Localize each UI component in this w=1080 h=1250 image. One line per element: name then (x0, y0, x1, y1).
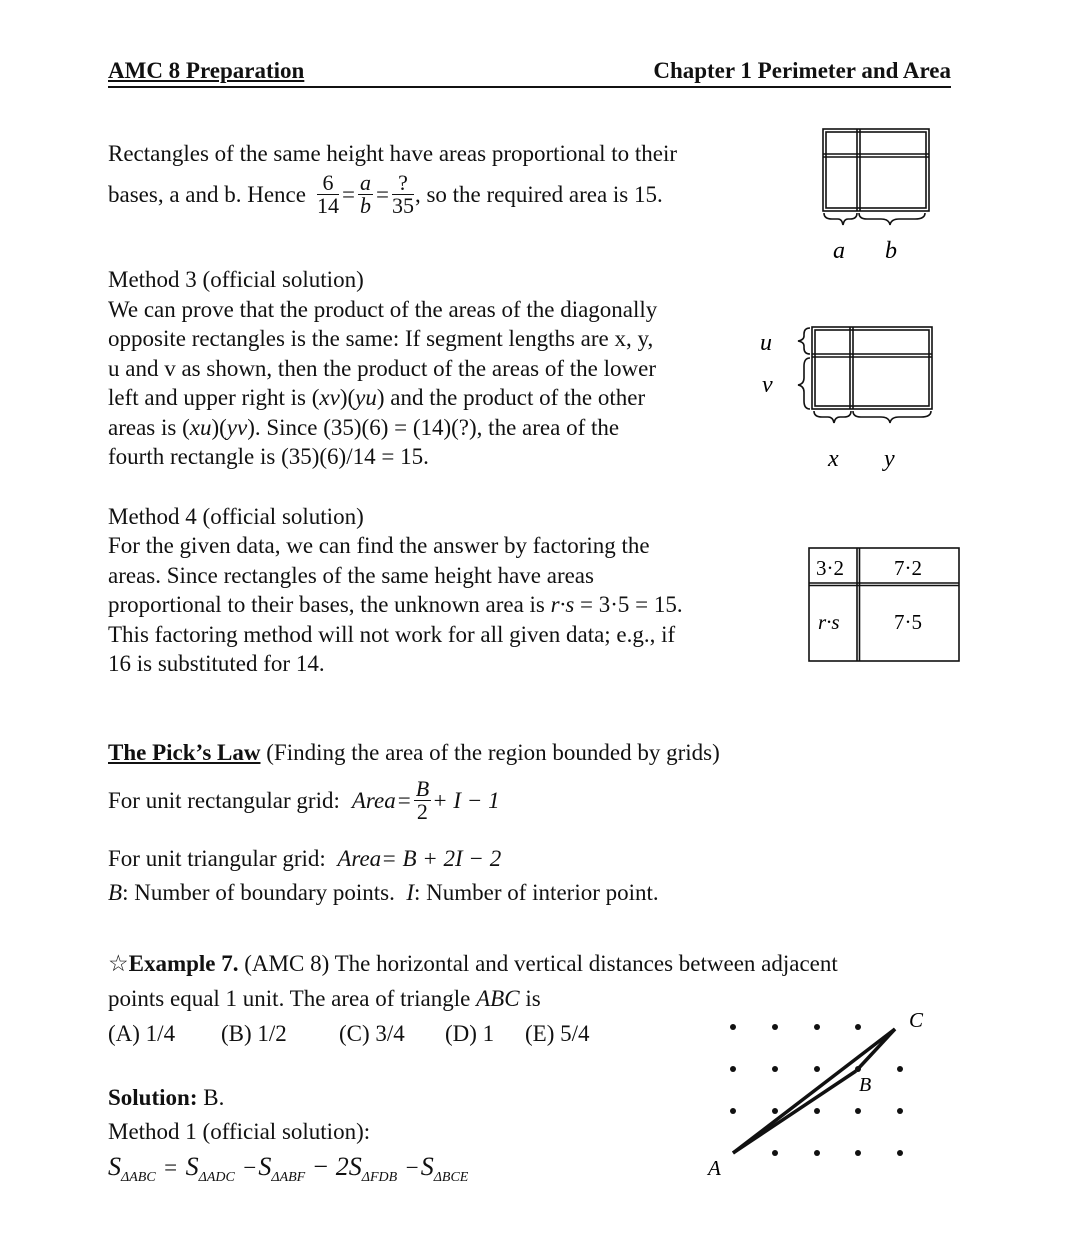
text-run: = 3·5 = 15. (574, 592, 683, 617)
subscript-bce: ΔBCE (433, 1170, 469, 1185)
math-yu: yu (355, 385, 377, 410)
vertex-label-a: A (708, 1156, 721, 1180)
figure-label-a: a (833, 238, 845, 264)
fraction-numerator: a (359, 170, 371, 195)
solution-method1: Method 1 (official solution): (108, 1119, 371, 1144)
equals-sign: = (341, 181, 355, 207)
solution-line (108, 1083, 224, 1113)
header-book-title: AMC 8 Preparation (108, 58, 305, 83)
pick-tri-expression: = B + 2I − 2 (381, 846, 502, 871)
text-run: proportional to their bases, the unknown area is (108, 592, 551, 617)
method4-line2: areas. Since rectangles of the same height have areas (108, 563, 594, 588)
pick-title-rest: (Finding the area of the region bounded by grids) (260, 740, 720, 765)
method4-line1: For the given data, we can find the answer by factoring the (108, 533, 650, 558)
method4-line4: This factoring method will not work for all given data; e.g., if (108, 622, 676, 647)
pick-tri-formula (108, 844, 501, 874)
fraction-numerator: 6 (317, 172, 339, 195)
fraction-denominator: b (359, 193, 371, 218)
fraction-b-over-2 (414, 778, 431, 823)
method3-line5 (108, 413, 619, 443)
pick-rect-tail: + I − 1 (432, 787, 500, 813)
figure-label-b: b (885, 238, 897, 264)
text-run: )( (339, 385, 356, 410)
example7-line1 (108, 949, 838, 979)
math-s: S (185, 1152, 199, 1181)
subscript-abc: ΔABC (121, 1170, 156, 1185)
def-b-text: : Number of boundary points. (122, 880, 395, 905)
table-cell-bottom-left: r·s (818, 610, 840, 634)
equals-sign: = (164, 1155, 178, 1180)
math-area: Area (337, 846, 382, 871)
text-run: points equal 1 unit. The area of triangle (108, 986, 477, 1011)
vertex-label-b: B (859, 1074, 872, 1096)
math-xv: xv (319, 385, 340, 410)
example7-title: Example 7. (128, 951, 239, 976)
fraction-numerator: B (415, 776, 430, 801)
pick-tri-label: For unit triangular grid: (108, 846, 326, 871)
example7-line2 (108, 984, 541, 1014)
choice-b: (B) 1/2 (221, 1021, 287, 1046)
figure-factor-table (806, 545, 964, 665)
pick-rect-label: For unit rectangular grid: (108, 787, 340, 813)
method3-line3: u and v as shown, then the product of the areas of the lower (108, 356, 657, 381)
method2-line2-prefix: bases, a and b. Hence (108, 181, 306, 207)
fraction-denominator: 2 (416, 799, 428, 824)
text-run: is (519, 986, 541, 1011)
method3-line6: fourth rectangle is (35)(6)/14 = 15. (108, 444, 429, 469)
table-cell-bottom-right: 7·5 (894, 610, 922, 634)
table-cell-top-left: 3·2 (816, 556, 844, 580)
text-run: )( (211, 415, 227, 440)
fraction-denominator: 14 (316, 193, 339, 218)
minus-sign: − (405, 1155, 419, 1180)
fraction-numerator: ? (392, 172, 414, 195)
figure-rectangles-uvxy (755, 318, 945, 478)
method3-line2: opposite rectangles is the same: If segment lengths are x, y, (108, 326, 654, 351)
choice-e: (E) 5/4 (525, 1021, 590, 1046)
pick-title: The Pick’s Law (108, 740, 261, 765)
solution-formula (108, 1152, 468, 1193)
subscript-fdb: ΔFDB (361, 1170, 398, 1185)
choice-d: (D) 1 (445, 1021, 495, 1046)
subscript-abf: ΔABF (271, 1170, 306, 1185)
method3-line1: We can prove that the product of the areas of the diagonally (108, 297, 658, 322)
figure-rectangles-ab (815, 125, 940, 270)
math-s: S (108, 1152, 121, 1181)
math-s: S (258, 1152, 272, 1181)
equals-sign: = (397, 787, 411, 813)
method2-line2 (108, 172, 663, 217)
table-cell-top-right: 7·2 (894, 556, 922, 580)
method4-line3 (108, 590, 683, 620)
figure-triangle-abc-grid (700, 1005, 940, 1185)
vertex-label-c: C (909, 1008, 924, 1032)
equals-sign: = (375, 181, 389, 207)
math-area: Area (351, 787, 396, 813)
minus-sign: − (243, 1155, 257, 1180)
fraction-a-b (358, 172, 373, 217)
choice-c: (C) 3/4 (339, 1021, 405, 1046)
pick-rect-formula (108, 778, 500, 823)
math-yv: yv (226, 415, 248, 440)
pick-heading (108, 738, 720, 768)
subscript-adc: ΔADC (198, 1170, 235, 1185)
choice-a: (A) 1/4 (108, 1021, 176, 1046)
text-run: ) and the product of the other (376, 385, 646, 410)
method3-line4 (108, 383, 645, 413)
math-rs: r·s (550, 592, 575, 617)
pick-definitions (108, 878, 659, 908)
fraction-denominator: 35 (391, 193, 414, 218)
text-run: (AMC 8) The horizontal and vertical distances between adjacent (238, 951, 838, 976)
math-2s: − 2S (311, 1152, 362, 1181)
method4-title: Method 4 (official solution) (108, 504, 364, 529)
figure-label-x: x (828, 446, 839, 472)
text-run: ). Since (35)(6) = (14)(?), the area of the (247, 415, 620, 440)
text-run: left and upper right is ( (108, 385, 320, 410)
def-i-text: : Number of interior point. (414, 880, 659, 905)
page-header (108, 58, 951, 88)
math-xu: xu (189, 415, 212, 440)
header-chapter-title: Chapter 1 Perimeter and Area (653, 58, 951, 83)
star-icon: ☆ (108, 951, 129, 976)
fraction-6-14 (317, 172, 339, 217)
figure-label-v: v (762, 372, 773, 398)
math-I: I (406, 880, 414, 905)
method2-line1: Rectangles of the same height have areas proportional to their (108, 141, 678, 166)
method4-line5: 16 is substituted for 14. (108, 651, 325, 676)
text-run: areas is ( (108, 415, 190, 440)
math-B: B (108, 880, 123, 905)
solution-label: Solution: (108, 1085, 198, 1110)
solution-answer: B. (197, 1085, 225, 1110)
method3-title: Method 3 (official solution) (108, 267, 364, 292)
math-s: S (420, 1152, 434, 1181)
figure-label-y: y (884, 446, 895, 472)
figure-label-u: u (760, 330, 772, 356)
math-abc: ABC (476, 986, 520, 1011)
fraction-q-35 (392, 172, 414, 217)
method2-line2-suffix: , so the required area is 15. (414, 181, 663, 207)
